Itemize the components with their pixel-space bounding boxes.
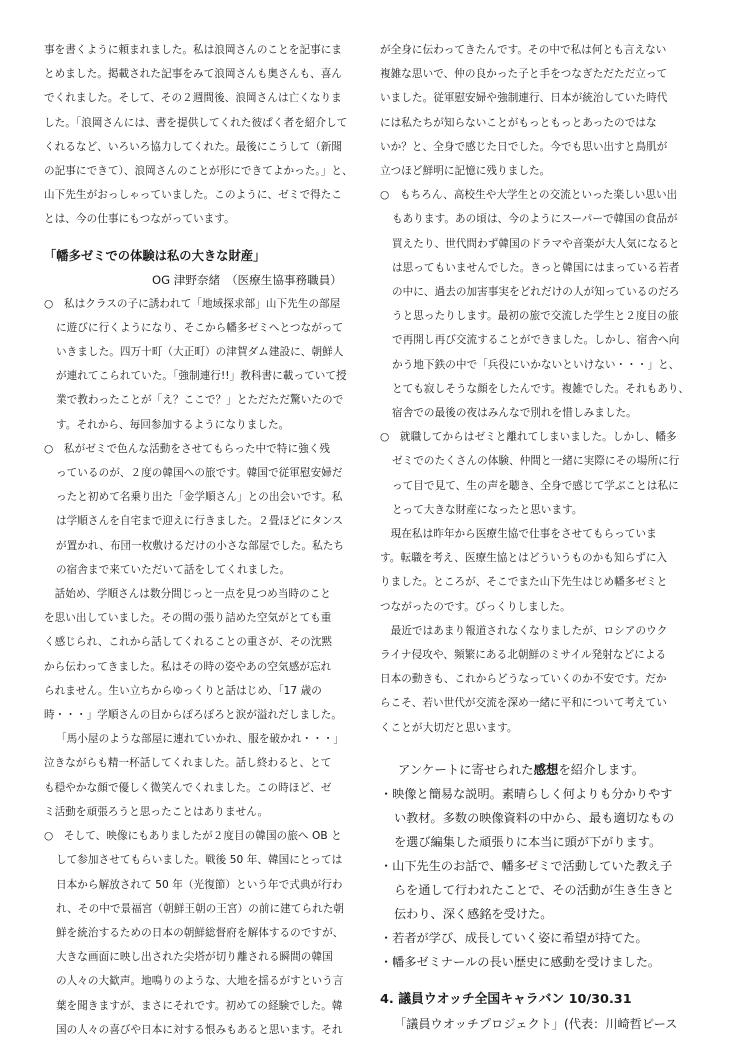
text-line: うと思ったりします。最初の旅で交流した学生と２度目の旅	[392, 310, 679, 323]
survey-item-line: ・山下先生のお話で、幡多ゼミで活動していた教え子	[380, 858, 673, 873]
text-line: ミ活動を頑張ろうと思ったことはありません。	[44, 805, 269, 818]
survey-item	[380, 782, 696, 854]
text-line: くれるなど、いろいろ協力してくれた。最後にこうして（新聞	[44, 140, 343, 153]
survey-item	[380, 926, 696, 950]
survey-list	[380, 782, 696, 974]
paragraph-4	[44, 824, 362, 1042]
text-line: 日本から解放されて 50 年（光復節）という年で式典が行わ	[56, 878, 343, 891]
intro-paragraph	[44, 38, 362, 232]
spacer	[380, 740, 696, 758]
survey-item	[380, 854, 696, 926]
text-line: って目で見て、生の声を聴き、全身で感じて学ぶことは私に	[392, 479, 679, 492]
text-line: が全身に伝わってきたんです。その中で私は何とも言えない	[380, 44, 667, 56]
text-line: を思い出していました。その間の張り詰めた空気がとても重	[44, 612, 332, 625]
text-line: 国の人々の喜びや日本に対する恨みもあると思います。それ	[56, 1023, 343, 1036]
text-line: の記事にできて）、浪岡さんのことが形にできてよかった。」と、	[44, 165, 353, 178]
text-line: 複雑な思いで、仲の良かった子と手をつなぎただただ立って	[380, 68, 668, 81]
survey-intro-bold: 感想	[533, 761, 559, 777]
text-line: 泣きながらも精一杯話してくれました。話し終わると、とて	[44, 757, 332, 770]
text-line: して参加させてもらいました。戦後 50 年、韓国にとっては	[56, 854, 343, 867]
text-line: も穏やかな顔で優しく微笑んでくれました。この時ほど、ゼ	[44, 781, 332, 794]
paragraph-3	[44, 582, 362, 824]
text-line: とは、今の仕事にもつながっています。	[44, 213, 235, 226]
text-line: いました。従軍慰安婦や強制連行、日本が統治していた時代	[380, 92, 668, 105]
text-line: 葉を聞きますが、まさにそれです。初めての経験でした。韓	[56, 999, 343, 1012]
section-4-title: 4. 議員ウオッチ全国キャラバン 10/30.31	[380, 991, 632, 1007]
text-line: 業で教わったことが「え？ここで？」とただただ驚いたので	[56, 394, 344, 407]
survey-item-line: ・幡多ゼミナールの長い歴史に感動を受けました。	[380, 954, 661, 969]
text-line: くことが大切だと思います。	[380, 721, 518, 734]
text-line: に遊びに行くようになり、そこから幡多ゼミへとつながって	[56, 321, 344, 334]
text-line: 山下先生がおっしゃっていました。このように、ゼミで得たこ	[44, 189, 343, 202]
text-line: が連れてこられていた。「強制連行!!」教科書に載っていて授	[56, 370, 347, 383]
text-line: の宿舎まで来ていただいて話をしてくれました。	[56, 563, 291, 576]
text-line: す。それから、毎回参加するようになりました。	[56, 418, 290, 431]
text-line: ○ 就職してからはゼミと離れてしまいました。しかし、幡多	[380, 431, 677, 444]
text-line: の人々の大歓声。地鳴りのような、大地を揺るがすという言	[56, 975, 344, 988]
text-line: が置かれ、布団一枚敷けるだけの小さな部屋でした。私たち	[56, 539, 345, 552]
text-line: には私たちが知らないことがもっともっとあったのではな	[380, 116, 657, 129]
paragraph-career	[380, 425, 696, 522]
text-line: ったと初めて名乗り出た「金学順さん」との出会いです。私	[56, 491, 343, 504]
text-line: られません。生い立ちからゆっくりと話はじめ、「17 歳の	[44, 684, 322, 697]
paragraph-current	[380, 522, 696, 619]
left-column	[44, 38, 362, 1042]
survey-item-line: ・映像と簡易な説明。素晴らしく何よりも分かりやす	[380, 786, 673, 801]
survey-intro	[380, 758, 696, 782]
text-line: 日本の動きも、これからどうなっていくのか不安です。だか	[380, 673, 667, 686]
text-line: 買えたり、世代問わず韓国のドラマや音楽が大人気になると	[392, 237, 680, 250]
text-line: ○ 私はクラスの子に誘われて「地域探求部」山下先生の部屋	[44, 297, 341, 310]
text-line: す。転職を考え、医療生協とはどういうものかも知らずに入	[380, 552, 668, 565]
text-line: 鮮を統治するための日本の朝鮮総督府を解体するのですが、	[56, 926, 344, 939]
paragraph-2	[44, 437, 362, 582]
text-line: つながったのです。びっくりしました。	[380, 600, 571, 613]
text-line: りました。ところが、そこでまた山下先生はじめ幡多ゼミと	[380, 576, 668, 589]
text-line: 話始め、学順さんは数分間じっと一点を見つめ当時のこと	[44, 588, 331, 601]
section-4-first-line: 「議員ウオッチプロジェクト」(代表：川崎哲ピース	[394, 1016, 678, 1031]
text-line: は学順さんを自宅まで迎えに行きました。２畳ほどにタンス	[56, 515, 344, 528]
text-line: っているのが、２度の韓国への旅です。韓国で従軍慰安婦だ	[56, 467, 343, 480]
text-line: らこそ、若い世代が交流を深め一緒に平和について考えてい	[380, 697, 667, 710]
text-line: から伝わってきました。私はその時の姿やあの空気感が忘れ	[44, 660, 332, 673]
text-line: 事を書くように頼まれました。私は浪岡さんのことを記事にま	[44, 44, 343, 56]
text-line: とても寂しそうな顔をしたんです。複雑でした。それもあり、	[392, 382, 690, 395]
paragraph-1	[44, 292, 362, 437]
text-line: でくれました。そして、その２週間後、浪岡さんは亡くなりま	[44, 92, 342, 105]
text-line: の中に、過去の加害事実をどれだけの人が知っているのだろ	[392, 286, 680, 299]
text-line: ゼミでのたくさんの体験、仲間と一緒に実際にその場所に行	[392, 455, 680, 468]
text-line: 最近ではあまり報道されなくなりましたが、ロシアのウク	[380, 624, 668, 637]
survey-item-line: 伝わり、深く感銘を受けた。	[394, 906, 553, 921]
text-line: とって大きな財産になったと思います。	[392, 503, 583, 516]
text-line: ○ もちろん、高校生や大学生との交流といった楽しい思い出	[380, 189, 678, 202]
survey-intro-text: アンケートに寄せられた	[398, 761, 534, 777]
survey-item	[380, 950, 696, 974]
text-line: く感じられ、これから話してくれることの重さが、その沈黙	[44, 636, 333, 649]
survey-item-line: ・若者が学び、成長していく姿に希望が持てた。	[380, 930, 648, 945]
paragraph-exchange	[380, 183, 696, 425]
text-line: ライナ侵攻や、頻繁にある北朝鮮のミサイル発射などによる	[380, 649, 667, 662]
paragraph-recent	[380, 619, 696, 740]
text-line: いきました。四万十町（大正町）の津賀ダム建設に、朝鮮人	[56, 346, 344, 359]
text-line: 「馬小屋のような部屋に連れていかれ、服を破かれ・・・」	[56, 733, 345, 746]
survey-item-line: い教材。多数の映像資料の中から、最も適切なもの	[394, 810, 675, 825]
survey-item-line: を選び編集した頑張りに本当に頭が下がります。	[394, 834, 662, 849]
right-column	[380, 38, 696, 1036]
text-line: れ、その中で景福宮（朝鮮王朝の王宮）の前に建てられた朝	[56, 902, 345, 915]
text-line: いか？と、全身で感じた日でした。今でも思い出すと鳥肌が	[380, 140, 668, 153]
survey-item-line: らを通して行われたことで、その活動が生き生きと	[394, 882, 675, 897]
text-line: ○ 私がゼミで色んな活動をさせてもらった中で特に強く残	[44, 442, 331, 455]
text-line: した。「浪岡さんには、書を提供してくれた彼ぱく者を紹介して	[44, 116, 348, 129]
text-line: とめました。掲載された記事をみて浪岡さんも奥さんも、喜ん	[44, 68, 343, 81]
text-line: かう地下鉄の中で「兵役にいかないといけない・・・」と、	[392, 358, 680, 371]
paragraph-continued	[380, 38, 696, 183]
text-line: 立つほど鮮明に記憶に残りました。	[380, 165, 551, 178]
text-line: 時・・・」学順さんの目からぽろぽろと涙が溢れだしました。	[44, 709, 343, 722]
text-line: ○ そして、映像にもありましたが２度目の韓国の旅へ OB と	[44, 830, 342, 843]
survey-intro-text-end: を紹介します。	[558, 761, 645, 777]
section-title: 「幡多ゼミでの体験は私の大きな財産」	[44, 248, 266, 263]
text-line: 現在私は昨年から医療生協で仕事をさせてもらっていま	[380, 528, 657, 541]
text-line: 宿舎での最後の夜はみんなで別れを惜しみました。	[392, 407, 637, 420]
author-line: OG 津野奈緒 （医療生協事務職員）	[152, 272, 342, 287]
text-line: もあります。あの頃は、今のようにスーパーで韓国の食品が	[392, 213, 678, 226]
text-line: は思ってもいませんでした。きっと韓国にはまっている若者	[392, 261, 680, 274]
text-line: で再開し再び交流することができました。しかし、宿舎へ向	[392, 334, 680, 347]
text-line: 大きな画面に映し出された尖塔が切り離される瞬間の韓国	[56, 951, 333, 964]
